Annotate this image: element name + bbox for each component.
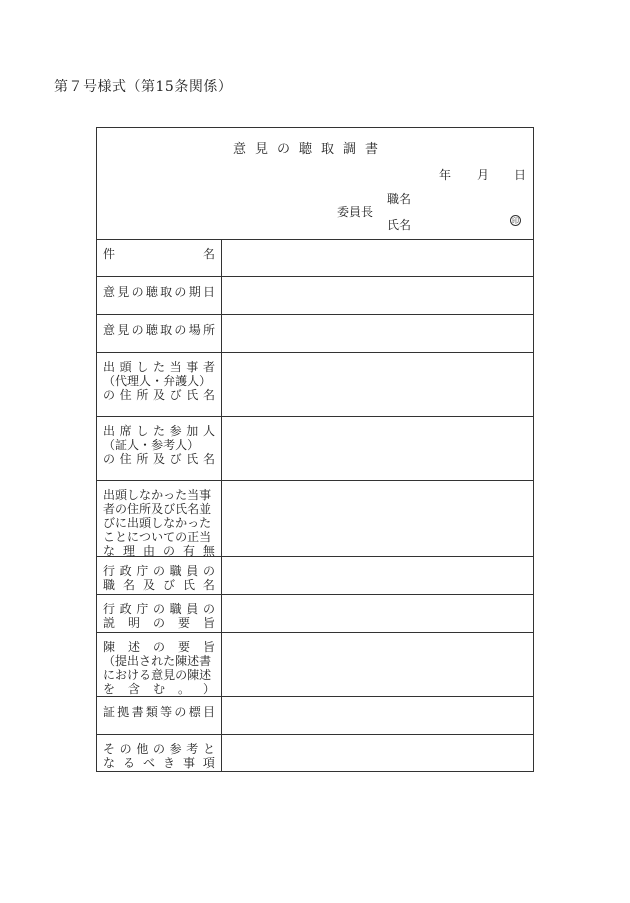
row-label-line <box>103 516 215 530</box>
row-label-line <box>103 564 215 578</box>
label-char: ） <box>199 374 212 388</box>
table-row-other-notes <box>97 735 533 772</box>
row-value-field[interactable] <box>222 481 533 556</box>
label-char: 庁 <box>136 602 149 616</box>
label-char: の <box>103 452 116 466</box>
label-char: つ <box>139 530 152 544</box>
row-label <box>97 239 222 276</box>
label-char: 意 <box>151 668 164 682</box>
label-char: 人 <box>202 424 215 438</box>
row-label-line <box>103 438 215 452</box>
label-char: 述 <box>187 654 200 668</box>
label-char: 場 <box>188 323 201 337</box>
label-char: 要 <box>177 640 190 654</box>
table-row-statement-summary <box>97 633 533 697</box>
label-char: 護 <box>175 374 188 388</box>
label-char: 聴 <box>145 285 158 299</box>
label-char: 名 <box>202 388 215 402</box>
label-char: 者 <box>202 360 215 374</box>
label-char: れ <box>151 654 164 668</box>
row-value-field[interactable] <box>222 735 533 772</box>
label-char: 弁 <box>163 374 176 388</box>
label-char: こ <box>103 530 116 544</box>
label-char: 無 <box>202 544 215 558</box>
label-char: 有 <box>182 544 195 558</box>
form-header <box>97 128 533 240</box>
label-char: 類 <box>145 705 158 719</box>
label-char: 所 <box>136 452 149 466</box>
row-label-line <box>103 697 215 727</box>
label-char: た <box>152 360 165 374</box>
label-char: 出 <box>127 654 140 668</box>
label-char: の <box>174 705 187 719</box>
label-char: 書 <box>199 654 212 668</box>
label-char: 提 <box>115 654 128 668</box>
label-char: 住 <box>127 502 140 516</box>
form-number: 第７号様式（第15条関係） <box>54 79 233 95</box>
label-char: の <box>131 285 144 299</box>
table-row-official-explanation <box>97 595 533 633</box>
row-label-line <box>103 374 215 388</box>
label-char: 陳 <box>103 640 116 654</box>
label-char: た <box>175 488 188 502</box>
row-label <box>97 595 222 632</box>
label-char: 事 <box>199 488 212 502</box>
label-char: な <box>103 756 116 770</box>
label-char: 目 <box>202 705 215 719</box>
label-char: 。 <box>177 682 190 696</box>
name-label: 氏名 <box>387 218 412 232</box>
label-char: 件 <box>103 247 116 261</box>
row-value-field[interactable] <box>222 417 533 480</box>
label-char: 他 <box>136 742 149 756</box>
label-char: 当 <box>187 488 200 502</box>
date-month-label: 月 <box>477 168 490 182</box>
label-char: 名 <box>202 578 215 592</box>
label-char: と <box>202 742 215 756</box>
label-char: し <box>136 424 149 438</box>
label-char: （ <box>103 438 116 452</box>
label-char: 聴 <box>145 323 158 337</box>
row-label-line <box>103 424 215 438</box>
label-char: の <box>115 502 128 516</box>
label-char: 職 <box>103 578 116 592</box>
row-label <box>97 353 222 416</box>
label-char: 見 <box>117 285 130 299</box>
label-char: び <box>169 388 182 402</box>
label-char: 庁 <box>136 564 149 578</box>
label-char: 及 <box>152 388 165 402</box>
label-char: 陳 <box>175 654 188 668</box>
label-char: っ <box>163 488 176 502</box>
date-year-label: 年 <box>439 168 452 182</box>
label-char: 所 <box>139 502 152 516</box>
row-label <box>97 277 222 314</box>
label-char: 政 <box>119 564 132 578</box>
label-char: （ <box>103 654 116 668</box>
label-char: 標 <box>188 705 201 719</box>
row-label-line <box>103 742 215 756</box>
position-label: 職名 <box>387 192 412 206</box>
label-char: 事 <box>182 756 195 770</box>
label-char: た <box>199 516 212 530</box>
label-char: 証 <box>115 438 128 452</box>
table-row-case-name <box>97 239 533 277</box>
row-label-line <box>103 530 215 544</box>
label-char: 代 <box>115 374 128 388</box>
label-char: 人 <box>127 438 140 452</box>
label-char: の <box>152 616 165 630</box>
label-char: の <box>103 388 116 402</box>
label-char: べ <box>142 756 155 770</box>
row-value-field[interactable] <box>222 595 533 632</box>
label-char: 及 <box>152 452 165 466</box>
document-title: 意見の聴取調書 <box>233 142 388 157</box>
label-char: 出 <box>103 488 116 502</box>
label-char: お <box>115 668 128 682</box>
table-row-evidence-list <box>97 697 533 735</box>
label-char: 名 <box>187 502 200 516</box>
label-char: ） <box>202 682 215 696</box>
label-char: 人 <box>139 374 152 388</box>
label-char: け <box>127 668 140 682</box>
label-char: し <box>127 488 140 502</box>
table-row-hearing-date <box>97 277 533 315</box>
label-char: に <box>127 530 140 544</box>
label-char: 正 <box>187 530 200 544</box>
label-char: ） <box>187 438 200 452</box>
label-char: 出 <box>127 516 140 530</box>
label-char: 取 <box>160 285 173 299</box>
label-char: 及 <box>142 578 155 592</box>
label-char: な <box>139 488 152 502</box>
label-char: 考 <box>163 438 176 452</box>
label-char: び <box>163 502 176 516</box>
table-row-attending-participants <box>97 417 533 481</box>
label-char: 陳 <box>187 668 200 682</box>
label-char: 参 <box>169 742 182 756</box>
label-char: し <box>151 516 164 530</box>
label-char: 書 <box>131 705 144 719</box>
label-char: 頭 <box>139 516 152 530</box>
label-char: 員 <box>186 602 199 616</box>
row-label-line <box>103 578 215 592</box>
label-char: か <box>151 488 164 502</box>
row-label <box>97 735 222 772</box>
label-char: 明 <box>127 616 140 630</box>
label-char: 職 <box>169 602 182 616</box>
label-char: 席 <box>119 424 132 438</box>
label-char: 当 <box>169 360 182 374</box>
label-char: （ <box>103 374 116 388</box>
label-char: き <box>162 756 175 770</box>
label-char: の <box>202 564 215 578</box>
label-char: っ <box>187 516 200 530</box>
label-char: 要 <box>177 616 190 630</box>
label-char: 参 <box>151 438 164 452</box>
label-char: 等 <box>160 705 173 719</box>
label-char: 並 <box>199 502 212 516</box>
label-char: 人 <box>175 438 188 452</box>
label-char: 住 <box>119 452 132 466</box>
label-char: の <box>152 602 165 616</box>
row-label <box>97 557 222 594</box>
label-char: た <box>152 424 165 438</box>
label-char: 見 <box>163 668 176 682</box>
label-char: の <box>152 640 165 654</box>
label-char: 由 <box>142 544 155 558</box>
date-day-label: 日 <box>514 168 527 182</box>
row-label-line <box>103 502 215 516</box>
label-char: を <box>103 682 116 696</box>
label-char: 項 <box>202 756 215 770</box>
label-char: 政 <box>119 602 132 616</box>
label-char: 頭 <box>119 360 132 374</box>
label-char: の <box>119 742 132 756</box>
row-label <box>97 697 222 734</box>
label-char: か <box>175 516 188 530</box>
label-char: 証 <box>103 705 116 719</box>
label-char: 氏 <box>186 388 199 402</box>
label-char: び <box>103 516 116 530</box>
row-value-field[interactable] <box>222 277 533 314</box>
label-char: の <box>202 602 215 616</box>
label-char: の <box>152 742 165 756</box>
label-char: の <box>175 668 188 682</box>
row-label-line <box>103 654 215 668</box>
hearing-record-form <box>96 127 534 772</box>
label-char: 及 <box>151 502 164 516</box>
label-char: 期 <box>188 285 201 299</box>
row-label-line <box>103 602 215 616</box>
label-char: 氏 <box>175 502 188 516</box>
label-char: ・ <box>151 374 164 388</box>
label-char: 意 <box>103 285 116 299</box>
label-char: そ <box>103 742 116 756</box>
label-char: に <box>115 516 128 530</box>
label-char: び <box>169 452 182 466</box>
label-char: 出 <box>103 424 116 438</box>
table-row-absent-parties <box>97 481 533 557</box>
label-char: 員 <box>186 564 199 578</box>
row-label-line <box>103 452 215 466</box>
label-char: 出 <box>103 360 116 374</box>
row-value-field[interactable] <box>222 239 533 276</box>
row-label-line <box>103 277 215 307</box>
label-char: の <box>131 323 144 337</box>
label-char: 人 <box>187 374 200 388</box>
label-char: び <box>162 578 175 592</box>
row-value-field[interactable] <box>222 557 533 594</box>
row-label-line <box>103 388 215 402</box>
table-row-hearing-place <box>97 315 533 353</box>
label-char: む <box>152 682 165 696</box>
label-char: 頭 <box>115 488 128 502</box>
label-char: ・ <box>139 438 152 452</box>
row-label-line <box>103 616 215 630</box>
label-char: 理 <box>122 544 135 558</box>
label-char: の <box>174 323 187 337</box>
label-char: の <box>175 530 188 544</box>
row-label-line <box>103 360 215 374</box>
label-char: 拠 <box>117 705 130 719</box>
row-label <box>97 481 222 556</box>
label-char: 当 <box>199 530 212 544</box>
label-char: 名 <box>202 452 215 466</box>
row-label-line <box>103 488 215 502</box>
label-char: の <box>162 544 175 558</box>
row-label-line <box>103 239 215 269</box>
label-char: い <box>151 530 164 544</box>
label-char: 所 <box>202 323 215 337</box>
label-char: 意 <box>103 323 116 337</box>
label-char: 旨 <box>202 616 215 630</box>
row-value-field[interactable] <box>222 633 533 696</box>
label-char: 名 <box>202 247 215 261</box>
label-char: し <box>136 360 149 374</box>
row-value-field[interactable] <box>222 353 533 416</box>
label-char: 事 <box>186 360 199 374</box>
label-char: 職 <box>169 564 182 578</box>
label-char: 所 <box>136 388 149 402</box>
label-char: た <box>163 654 176 668</box>
label-char: な <box>103 544 116 558</box>
label-char: 旨 <box>202 640 215 654</box>
label-char: る <box>122 756 135 770</box>
label-char: 見 <box>117 323 130 337</box>
label-char: 取 <box>160 323 173 337</box>
label-char: と <box>115 530 128 544</box>
label-char: 氏 <box>182 578 195 592</box>
row-label-line <box>103 640 215 654</box>
label-char: に <box>103 668 116 682</box>
row-label <box>97 315 222 352</box>
label-char: 参 <box>169 424 182 438</box>
table-row-official-name <box>97 557 533 595</box>
label-char: 考 <box>186 742 199 756</box>
row-label-line <box>103 682 215 696</box>
label-char: さ <box>139 654 152 668</box>
row-value-field[interactable] <box>222 697 533 734</box>
table-row-appeared-parties <box>97 353 533 417</box>
row-label-line <box>103 668 215 682</box>
label-char: 述 <box>199 668 212 682</box>
row-value-field[interactable] <box>222 315 533 352</box>
row-label-line <box>103 544 215 558</box>
chairperson-label: 委員長 <box>337 205 374 219</box>
label-char: の <box>174 285 187 299</box>
label-char: の <box>152 564 165 578</box>
label-char: 行 <box>103 602 116 616</box>
row-label-line <box>103 756 215 770</box>
label-char: 含 <box>127 682 140 696</box>
label-char: 日 <box>202 285 215 299</box>
label-char: 者 <box>103 502 116 516</box>
label-char: 氏 <box>186 452 199 466</box>
label-char: 説 <box>103 616 116 630</box>
row-label <box>97 417 222 480</box>
seal-icon: 印 <box>512 217 519 225</box>
label-char: て <box>163 530 176 544</box>
label-char: 理 <box>127 374 140 388</box>
label-char: 述 <box>127 640 140 654</box>
label-char: 行 <box>103 564 116 578</box>
label-char: 名 <box>122 578 135 592</box>
row-label-line <box>103 315 215 345</box>
label-char: な <box>163 516 176 530</box>
row-label <box>97 633 222 696</box>
label-char: 加 <box>186 424 199 438</box>
label-char: る <box>139 668 152 682</box>
label-char: 住 <box>119 388 132 402</box>
